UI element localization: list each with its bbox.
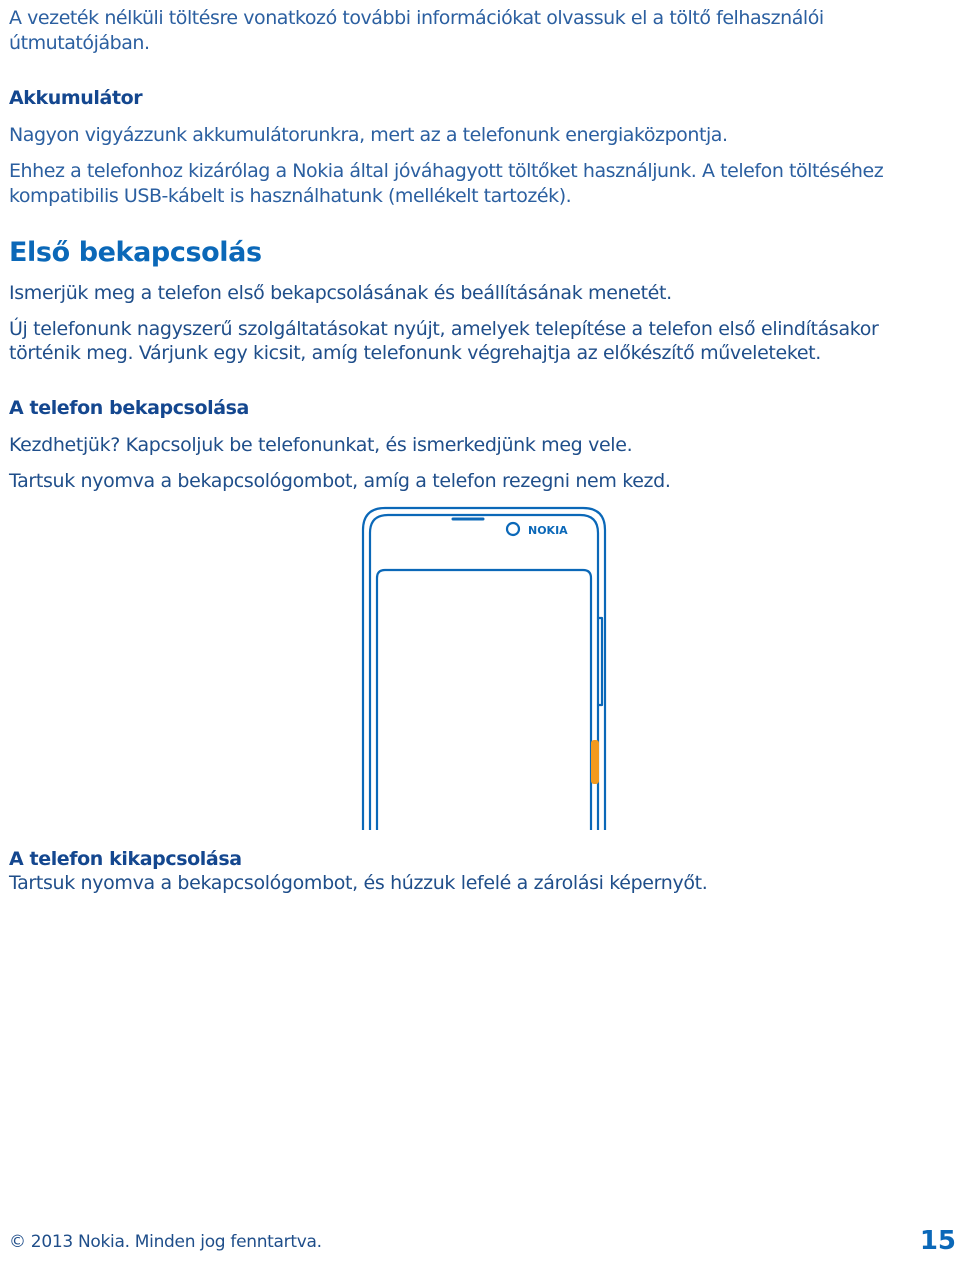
battery-paragraph-2-line-1: Ehhez a telefonhoz kizárólag a Nokia által jóváhagyott töltőket használjunk. A telefon töltéséhez <box>9 160 884 182</box>
power-on-paragraph-1: Kezdhetjük? Kapcsoljuk be telefonunkat, és ismerkedjünk meg vele. <box>9 434 633 456</box>
phone-outer-outline <box>363 508 605 830</box>
power-on-heading: A telefon bekapcsolása <box>9 397 249 419</box>
power-off-heading: A telefon kikapcsolása <box>9 848 242 870</box>
power-off-paragraph-1: Tartsuk nyomva a bekapcsológombot, és húzzuk lefelé a zárolási képernyőt. <box>9 872 708 894</box>
intro-text-line-1: A vezeték nélküli töltésre vonatkozó további információkat olvassuk el a töltő felhasználói <box>9 7 824 29</box>
power-on-paragraph-2: Tartsuk nyomva a bekapcsológombot, amíg a telefon rezegni nem kezd. <box>9 470 671 492</box>
footer-copyright: © 2013 Nokia. Minden jog fenntartva. <box>9 1232 322 1252</box>
first-start-heading: Első bekapcsolás <box>9 237 262 268</box>
battery-heading: Akkumulátor <box>9 87 143 109</box>
first-start-paragraph-2-line-2: történik meg. Várjunk egy kicsit, amíg telefonunk végrehajtja az előkészítő műveleteket. <box>9 342 821 364</box>
battery-paragraph-2-line-2: kompatibilis USB-kábelt is használhatunk (mellékelt tartozék). <box>9 185 572 207</box>
phone-brand-logo: NOKIA <box>528 524 568 537</box>
phone-screen-outline <box>377 570 591 830</box>
page-number: 15 <box>919 1226 956 1256</box>
phone-front-camera-icon <box>507 523 519 535</box>
phone-illustration <box>355 500 615 830</box>
first-start-paragraph-2-line-1: Új telefonunk nagyszerű szolgáltatásokat nyújt, amelyek telepítése a telefon első elindításakor <box>9 318 879 340</box>
power-key-highlight <box>591 740 599 784</box>
first-start-paragraph-1: Ismerjük meg a telefon első bekapcsolásának és beállításának menetét. <box>9 282 672 304</box>
phone-inner-outline <box>370 515 598 830</box>
battery-paragraph-1: Nagyon vigyázzunk akkumulátorunkra, mert az a telefonunk energiaközpontja. <box>9 124 728 146</box>
intro-text-line-2: útmutatójában. <box>9 32 150 54</box>
